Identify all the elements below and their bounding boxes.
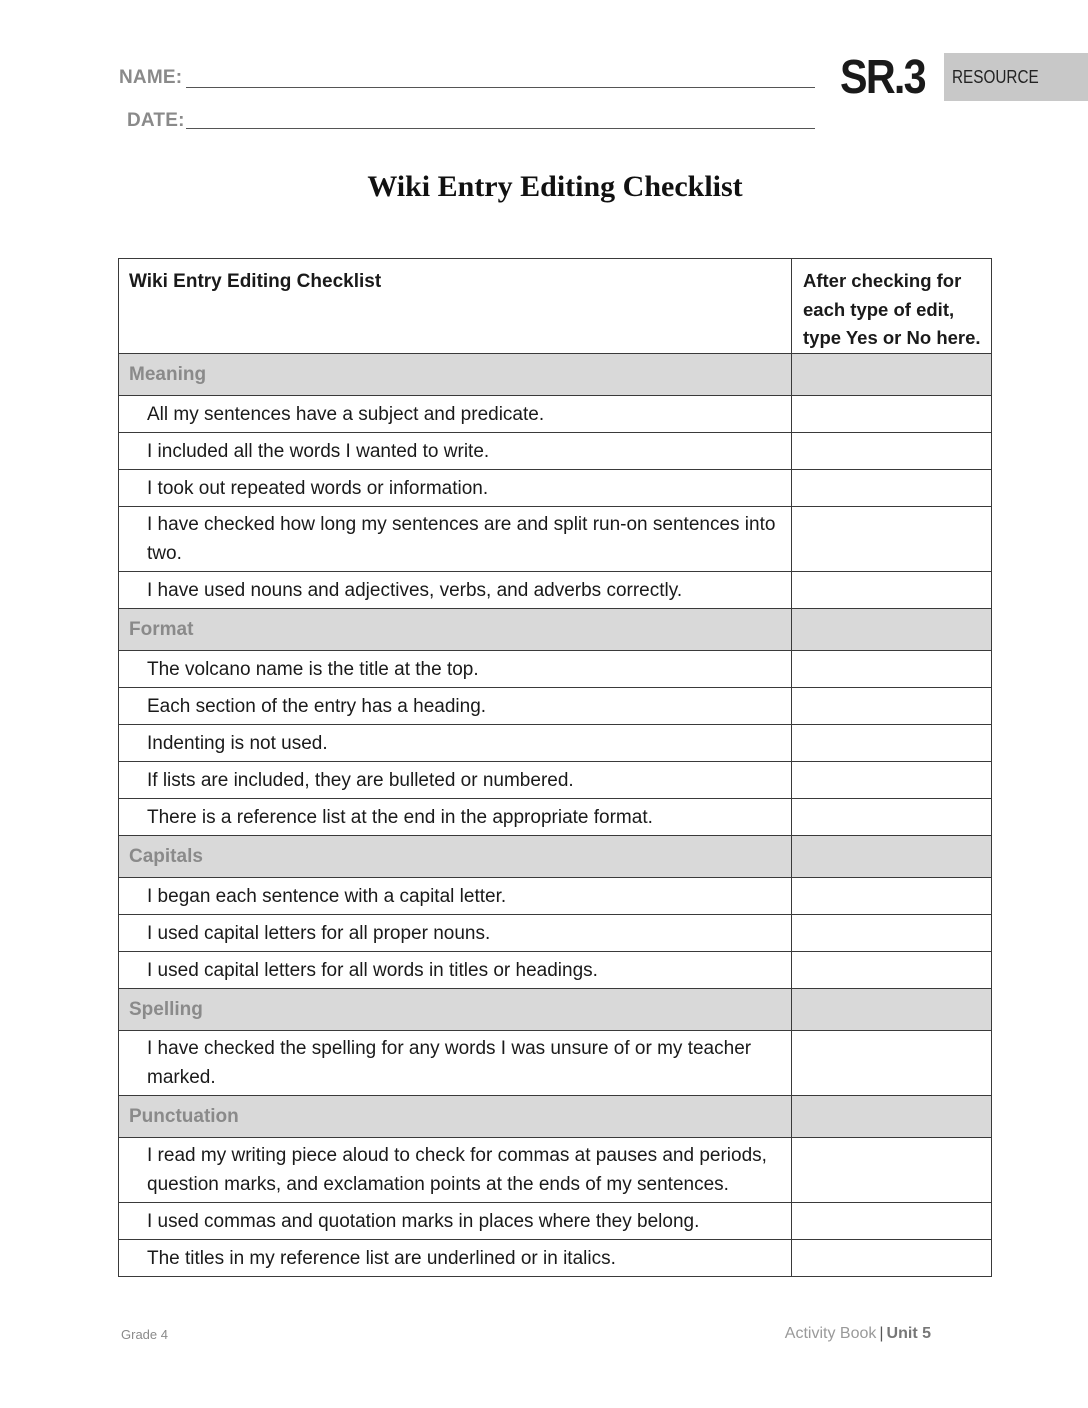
- header-response-instructions: After checking for each type of edit, type Yes or No here.: [792, 259, 992, 354]
- checklist-row: [119, 1203, 992, 1240]
- yes-no-answer-cell[interactable]: [792, 1240, 992, 1277]
- checklist-row: [119, 1031, 992, 1096]
- yes-no-answer-cell[interactable]: [792, 688, 992, 725]
- checklist-row: [119, 651, 992, 688]
- checklist-row: [119, 507, 992, 572]
- yes-no-answer-cell[interactable]: [792, 878, 992, 915]
- footer-book: Activity Book: [784, 1325, 877, 1342]
- section-label: Punctuation: [119, 1096, 792, 1138]
- section-label: Meaning: [119, 354, 792, 396]
- checklist-item-text: I read my writing piece aloud to check for commas at pauses and periods, question marks, and exclamation points at the ends of my sentences.: [119, 1138, 792, 1203]
- section-row: [119, 836, 992, 878]
- checklist-item-text: There is a reference list at the end in the appropriate format.: [119, 799, 792, 836]
- name-label: NAME:: [119, 67, 183, 88]
- yes-no-answer-cell[interactable]: [792, 651, 992, 688]
- checklist-table-body: [119, 259, 992, 1277]
- checklist-row: [119, 1240, 992, 1277]
- section-response-cell: [792, 609, 992, 651]
- checklist-row: [119, 725, 992, 762]
- yes-no-answer-cell[interactable]: [792, 1203, 992, 1240]
- section-row: [119, 609, 992, 651]
- checklist-row: [119, 915, 992, 952]
- checklist-item-text: I have checked the spelling for any words I was unsure of or my teacher marked.: [119, 1031, 792, 1096]
- yes-no-answer-cell[interactable]: [792, 762, 992, 799]
- yes-no-answer-cell[interactable]: [792, 799, 992, 836]
- footer-book-unit: [785, 1325, 931, 1343]
- checklist-row: [119, 1138, 992, 1203]
- footer-unit: Unit 5: [886, 1325, 931, 1342]
- yes-no-answer-cell[interactable]: [792, 470, 992, 507]
- section-response-cell: [792, 1096, 992, 1138]
- name-field-line[interactable]: [186, 87, 815, 88]
- section-response-cell: [792, 354, 992, 396]
- checklist-item-text: If lists are included, they are bulleted or numbered.: [119, 762, 792, 799]
- section-row: [119, 354, 992, 396]
- section-label: Format: [119, 609, 792, 651]
- checklist-row: [119, 799, 992, 836]
- checklist-item-text: The titles in my reference list are underlined or in italics.: [119, 1240, 792, 1277]
- checklist-row: [119, 572, 992, 609]
- checklist-row: [119, 433, 992, 470]
- checklist-item-text: Each section of the entry has a heading.: [119, 688, 792, 725]
- checklist-row: [119, 688, 992, 725]
- section-response-cell: [792, 836, 992, 878]
- checklist-row: [119, 396, 992, 433]
- section-label: Spelling: [119, 989, 792, 1031]
- header-checklist: Wiki Entry Editing Checklist: [119, 259, 792, 354]
- yes-no-answer-cell[interactable]: [792, 725, 992, 762]
- section-row: [119, 1096, 992, 1138]
- checklist-item-text: All my sentences have a subject and predicate.: [119, 396, 792, 433]
- checklist-item-text: Indenting is not used.: [119, 725, 792, 762]
- checklist-item-text: I included all the words I wanted to write.: [119, 433, 792, 470]
- footer-separator: |: [879, 1325, 884, 1342]
- yes-no-answer-cell[interactable]: [792, 433, 992, 470]
- table-header-row: [119, 259, 992, 354]
- checklist-row: [119, 762, 992, 799]
- yes-no-answer-cell[interactable]: [792, 572, 992, 609]
- section-response-cell: [792, 989, 992, 1031]
- checklist-item-text: I used commas and quotation marks in places where they belong.: [119, 1203, 792, 1240]
- yes-no-answer-cell[interactable]: [792, 952, 992, 989]
- checklist-item-text: I used capital letters for all words in titles or headings.: [119, 952, 792, 989]
- yes-no-answer-cell[interactable]: [792, 1138, 992, 1203]
- checklist-item-text: I used capital letters for all proper nouns.: [119, 915, 792, 952]
- checklist-item-text: The volcano name is the title at the top.: [119, 651, 792, 688]
- checklist-item-text: I have checked how long my sentences are and split run-on sentences into two.: [119, 507, 792, 572]
- checklist-item-text: I began each sentence with a capital letter.: [119, 878, 792, 915]
- yes-no-answer-cell[interactable]: [792, 915, 992, 952]
- page-title: Wiki Entry Editing Checklist: [367, 170, 743, 203]
- section-row: [119, 989, 992, 1031]
- yes-no-answer-cell[interactable]: [792, 396, 992, 433]
- checklist-row: [119, 952, 992, 989]
- resource-tag-label: RESOURCE: [952, 67, 1039, 87]
- checklist-item-text: I took out repeated words or information.: [119, 470, 792, 507]
- resource-code: SR.3: [840, 51, 925, 104]
- section-label: Capitals: [119, 836, 792, 878]
- footer-grade: Grade 4: [121, 1327, 168, 1342]
- date-label: DATE:: [127, 110, 185, 131]
- checklist-row: [119, 470, 992, 507]
- checklist-row: [119, 878, 992, 915]
- yes-no-answer-cell[interactable]: [792, 507, 992, 572]
- checklist-table: [118, 258, 992, 1277]
- date-field-line[interactable]: [186, 128, 815, 129]
- yes-no-answer-cell[interactable]: [792, 1031, 992, 1096]
- checklist-item-text: I have used nouns and adjectives, verbs, and adverbs correctly.: [119, 572, 792, 609]
